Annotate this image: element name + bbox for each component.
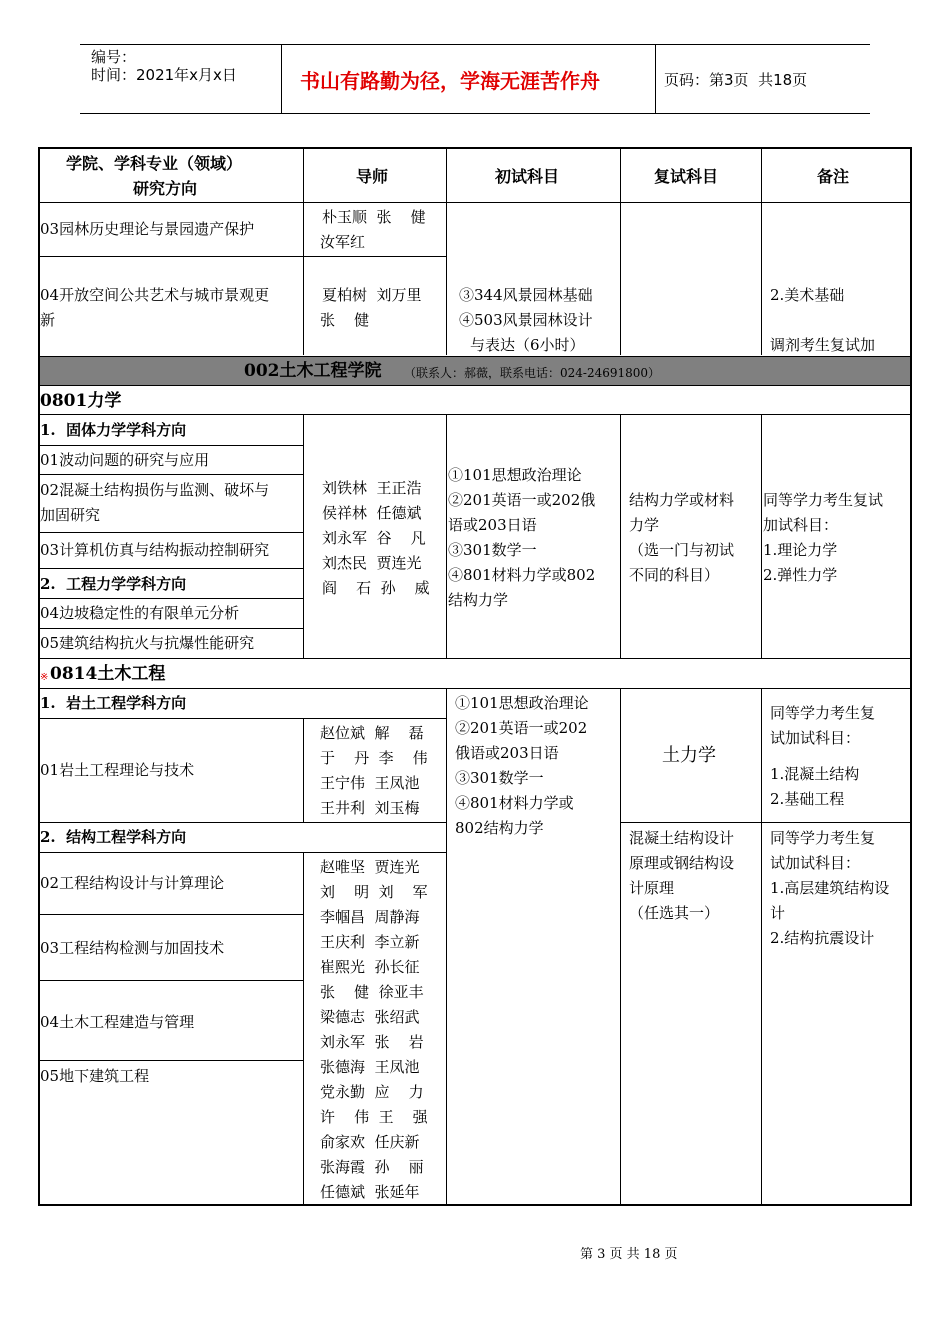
landscape-dir04-tutor-2: 张 健	[320, 311, 370, 329]
civil-d01-tutors-4: 王井利 刘玉梅	[320, 799, 420, 817]
civil-struct-tutors-1: 赵唯坚 贾连光	[320, 858, 420, 876]
civil-geo-note-1: 同等学力考生复	[770, 704, 876, 722]
col-header-direction: 研究方向	[133, 179, 198, 198]
landscape-exam-3: 与表达（6小时）	[470, 336, 585, 354]
civil-struct-tutors-11: 许 伟 王 强	[320, 1108, 428, 1126]
civil-struct-note-2: 试加试科目：	[770, 854, 861, 872]
civil-struct-retest-1: 混凝土结构设计	[629, 829, 735, 847]
mechanics-exam-5: ④801材料力学或802	[448, 566, 596, 584]
civil-exam-5: ④801材料力学或	[455, 794, 574, 812]
civil-struct-tutors-4: 王庆利 李立新	[320, 933, 420, 951]
mechanics-retest-4: 不同的科目）	[629, 566, 720, 584]
time-label: 时间：2021年x月x日	[91, 66, 237, 84]
civil-dir-05: 05地下建筑工程	[40, 1067, 150, 1085]
landscape-dir-03: 03园林历史理论与景园遗产保护	[40, 220, 255, 238]
civil-group-2: 2. 结构工程学科方向	[40, 828, 187, 846]
mechanics-tutors-3: 刘永军 谷 凡	[322, 529, 426, 547]
mechanics-exam-2: ②201英语一或202俄	[448, 491, 596, 509]
mechanics-tutors-5: 阎 石 孙 威	[322, 579, 430, 597]
mechanics-dir-01: 01波动问题的研究与应用	[40, 451, 210, 469]
civil-exam-4: ③301数学一	[455, 769, 544, 787]
civil-struct-tutors-14: 任德斌 张延年	[320, 1183, 420, 1201]
civil-exam-2: ②201英语一或202	[455, 719, 588, 737]
civil-struct-tutors-6: 张 健 徐亚丰	[320, 983, 424, 1001]
landscape-note-1: 2.美术基础	[770, 286, 845, 304]
mechanics-tutors-2: 侯祥林 任德斌	[322, 504, 422, 522]
civil-geo-note-5: 2.基础工程	[770, 790, 845, 808]
major-0801: 0801力学	[40, 391, 122, 411]
col-header-retest: 复试科目	[654, 167, 719, 186]
mechanics-tutors-4: 刘杰民 贾连光	[322, 554, 422, 572]
landscape-dir-04-line1: 04开放空间公共艺术与城市景观更	[40, 286, 270, 304]
key-major-mark: ※	[40, 672, 49, 683]
civil-geo-note-2: 试加试科目：	[770, 729, 861, 747]
landscape-dir03-tutor-2: 汝军红	[320, 233, 366, 251]
civil-d01-tutors-2: 于 丹 李 伟	[320, 749, 428, 767]
number-label: 编号：	[91, 48, 137, 66]
civil-dir-02: 02工程结构设计与计算理论	[40, 874, 225, 892]
civil-struct-tutors-13: 张海霞 孙 丽	[320, 1158, 424, 1176]
civil-exam-3: 俄语或203日语	[455, 744, 559, 762]
col-header-note: 备注	[817, 167, 850, 186]
mechanics-retest-3: （选一门与初试	[629, 541, 735, 559]
civil-geo-note-4: 1.混凝土结构	[770, 765, 860, 783]
civil-geo-retest: 土力学	[662, 745, 716, 766]
col-header-initial-exam: 初试科目	[495, 167, 560, 186]
civil-struct-tutors-10: 党永勤 应 力	[320, 1083, 424, 1101]
civil-struct-tutors-12: 俞家欢 任庆新	[320, 1133, 420, 1151]
civil-struct-retest-3: 计原理	[629, 879, 675, 897]
col-header-school: 学院、学科专业（领域）	[66, 154, 243, 173]
civil-struct-note-4: 计	[770, 904, 786, 922]
mechanics-exam-3: 语或203日语	[448, 516, 537, 534]
mechanics-dir-04: 04边坡稳定性的有限单元分析	[40, 604, 240, 622]
school-title: 002土木工程学院	[244, 361, 382, 381]
civil-exam-6: 802结构力学	[455, 819, 544, 837]
mechanics-note-3: 1.理论力学	[763, 541, 838, 559]
landscape-dir03-tutor-1: 朴玉顺 张 健	[322, 208, 426, 226]
landscape-exam-2: ④503风景园林设计	[459, 311, 593, 329]
mechanics-exam-4: ③301数学一	[448, 541, 537, 559]
civil-d01-tutors-1: 赵位斌 解 磊	[320, 724, 424, 742]
civil-struct-tutors-3: 李帼昌 周静海	[320, 908, 420, 926]
civil-group-1: 1. 岩土工程学科方向	[40, 694, 187, 712]
mechanics-note-1: 同等学力考生复试	[763, 491, 884, 509]
landscape-dir04-tutor-1: 夏柏树 刘万里	[322, 286, 422, 304]
civil-dir-03: 03工程结构检测与加固技术	[40, 939, 225, 957]
civil-struct-tutors-2: 刘 明 刘 军	[320, 883, 428, 901]
mechanics-note-4: 2.弹性力学	[763, 566, 838, 584]
major-0814: 0814土木工程	[50, 664, 166, 684]
civil-struct-tutors-8: 刘永军 张 岩	[320, 1033, 424, 1051]
civil-exam-1: ①101思想政治理论	[455, 694, 589, 712]
civil-struct-tutors-5: 崔熙光 孙长征	[320, 958, 420, 976]
mechanics-retest-2: 力学	[629, 516, 660, 534]
landscape-note-3: 调剂考生复试加	[770, 336, 876, 354]
civil-struct-tutors-9: 张德海 王凤池	[320, 1058, 420, 1076]
mechanics-group-2: 2. 工程力学学科方向	[40, 575, 187, 593]
school-contact: （联系人：郝薇，联系电话：024-24691800）	[404, 366, 661, 380]
civil-struct-retest-2: 原理或钢结构设	[629, 854, 735, 872]
civil-d01-tutors-3: 王宁伟 王凤池	[320, 774, 420, 792]
mechanics-dir-03: 03计算机仿真与结构振动控制研究	[40, 541, 270, 559]
civil-struct-note-5: 2.结构抗震设计	[770, 929, 875, 947]
landscape-exam-1: ③344风景园林基础	[459, 286, 593, 304]
civil-struct-note-3: 1.高层建筑结构设	[770, 879, 890, 897]
col-header-tutor: 导师	[356, 167, 389, 186]
mechanics-group-1: 1. 固体力学学科方向	[40, 421, 187, 439]
mechanics-exam-1: ①101思想政治理论	[448, 466, 582, 484]
mechanics-exam-6: 结构力学	[448, 591, 509, 609]
mechanics-dir-02-line1: 02混凝土结构损伤与监测、破坏与	[40, 481, 270, 499]
civil-struct-retest-4: （任选其一）	[629, 904, 720, 922]
mechanics-tutors-1: 刘铁林 王正浩	[322, 479, 422, 497]
civil-struct-note-1: 同等学力考生复	[770, 829, 876, 847]
civil-dir-04: 04土木工程建造与管理	[40, 1013, 195, 1031]
mechanics-dir-05: 05建筑结构抗火与抗爆性能研究	[40, 634, 255, 652]
motto-text: 书山有路勤为径，学海无涯苦作舟	[300, 69, 600, 93]
page-label: 页码：第3页 共18页	[664, 71, 808, 89]
mechanics-retest-1: 结构力学或材料	[629, 491, 735, 509]
landscape-dir-04-line2: 新	[40, 311, 56, 329]
civil-struct-tutors-7: 梁德志 张绍武	[320, 1008, 420, 1026]
mechanics-dir-02-line2: 加固研究	[40, 506, 101, 524]
civil-dir-01: 01岩土工程理论与技术	[40, 761, 195, 779]
mechanics-note-2: 加试科目：	[763, 516, 839, 534]
page-footer: 第 3 页 共 18 页	[580, 1247, 678, 1262]
